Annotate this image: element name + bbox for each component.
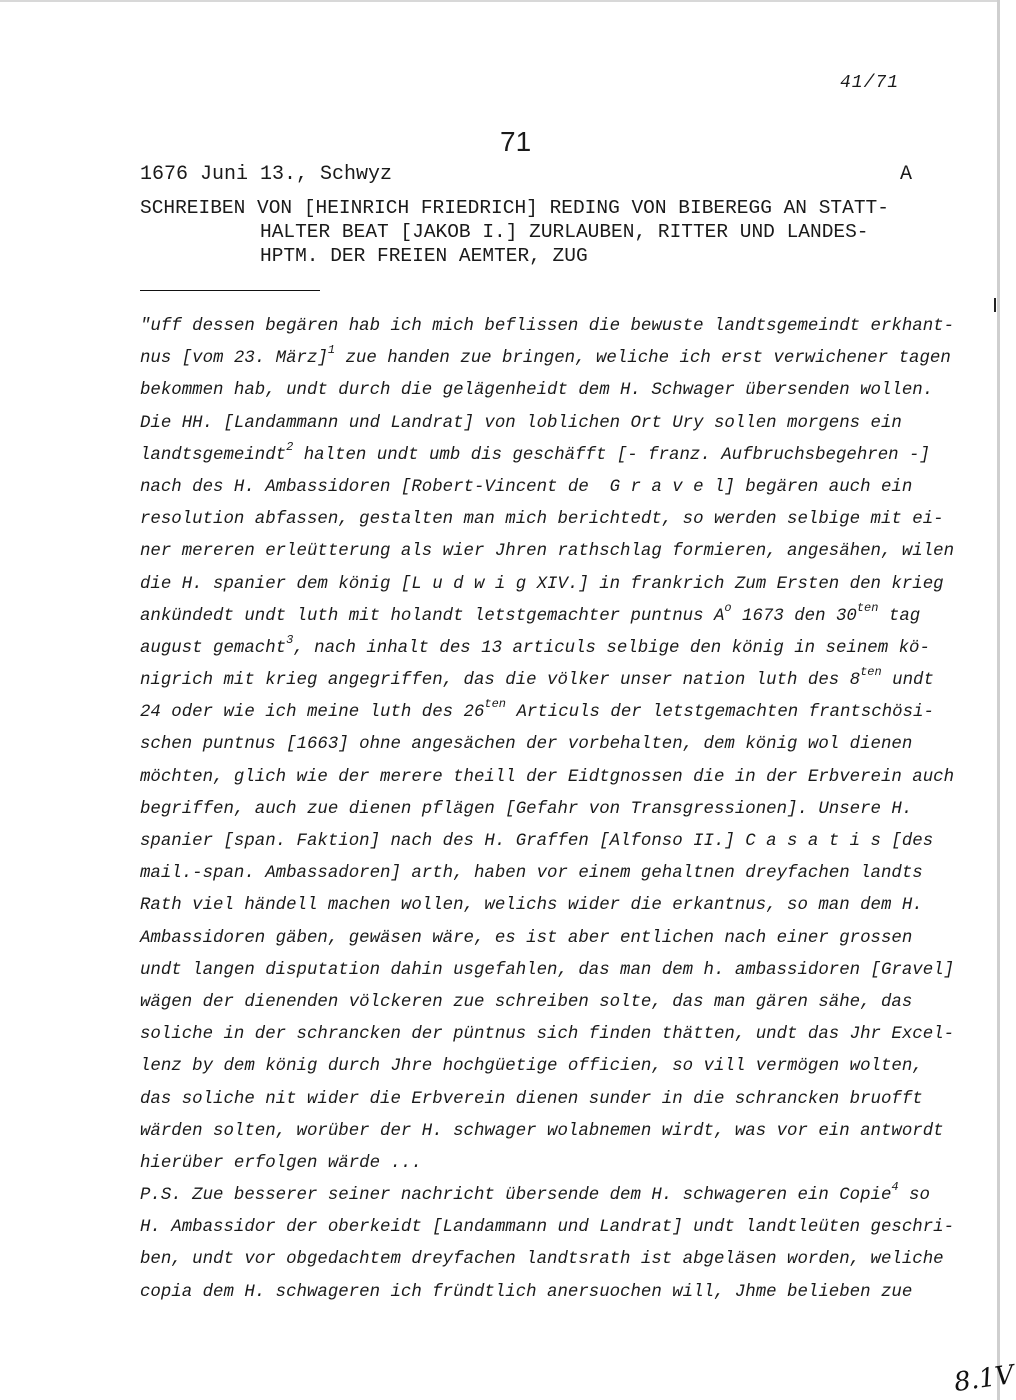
text-line (140, 1084, 930, 1116)
text-segment: undt (881, 671, 934, 691)
text-segment: hierüber erfolgen wärde ... (140, 1153, 422, 1173)
text-segment: nach des H. Ambassidoren [Robert-Vincent de G r a v e l] begären auch ein (140, 477, 913, 497)
text-line (140, 1180, 930, 1212)
text-segment: august gemacht (140, 638, 287, 658)
text-line (140, 665, 934, 697)
text-segment: tag (878, 606, 921, 626)
text-segment: 24 oder wie ich meine luth des 26 (140, 703, 485, 723)
text-segment: zue handen zue bringen, weliche ich erst verwichener tagen (335, 349, 951, 369)
page-top-edge (0, 0, 1000, 2)
page-right-edge (997, 0, 1000, 1400)
document-code: A (900, 163, 913, 186)
footnote-marker: 4 (891, 1180, 899, 1195)
text-segment: wärden solten, worüber der H. schwager wolabnemen wirdt, was vor ein antwordt (140, 1121, 944, 1141)
text-line (140, 923, 930, 955)
text-line (140, 729, 930, 761)
text-segment: ner mereren erleütterung als wier Jhren rathschlag formieren, angesähen, wilen (140, 542, 955, 562)
text-line (140, 955, 955, 987)
text-line (140, 472, 930, 504)
margin-tick (994, 298, 996, 312)
text-line (140, 569, 944, 601)
text-line (140, 343, 951, 375)
text-line (140, 826, 934, 858)
heading-line: HALTER BEAT [JAKOB I.] ZURLAUBEN, RITTER UND LANDES- (260, 221, 869, 243)
text-segment: Rath viel händell machen wollen, welichs wider die erkantnus, so man dem H. (140, 896, 923, 916)
text-segment: , nach inhalt des 13 articuls selbige den könig in seinem kö- (293, 638, 930, 658)
document-number: 71 (500, 126, 532, 157)
text-line (140, 504, 944, 536)
text-segment: schen puntnus [1663] ohne angesächen der vorbehalten, dem könig wol dienen (140, 735, 913, 755)
text-segment: Die HH. [Landammann und Landrat] von loblichen Ort Ury sollen morgens ein (140, 413, 902, 433)
footnote-marker: ten (856, 600, 879, 615)
separator-rule (140, 290, 320, 291)
footnote-marker: 2 (286, 439, 294, 454)
text-segment: die H. spanier dem könig [L u d w i g XIV.] in frankrich Zum Ersten den krieg (140, 574, 944, 594)
text-segment: 1673 den 30 (731, 606, 857, 626)
text-segment: mail.-span. Ambassadoren] arth, haben vor einem gehaltnen dreyfachen landts (140, 864, 923, 884)
text-line (140, 1019, 955, 1051)
text-line (140, 987, 930, 1019)
text-line (140, 408, 930, 440)
heading-line: HPTM. DER FREIEN AEMTER, ZUG (260, 245, 588, 267)
text-segment: möchten, glich wie der merere theill der Eidtgnossen die in der Erbverein auch (140, 767, 955, 787)
text-segment: H. Ambassidor der oberkeidt [Landammann und Landrat] undt landtleüten geschri- (140, 1218, 955, 1238)
text-segment: P.S. Zue besserer seiner nachricht übersende dem H. schwageren ein Copie (140, 1186, 892, 1206)
text-segment: halten undt umb dis geschäfft [- franz. Aufbruchsbegehren -] (293, 445, 930, 465)
text-segment: spanier [span. Faktion] nach des H. Graffen [Alfonso II.] C a s a t i s [des (140, 832, 934, 851)
text-line (140, 311, 955, 343)
text-segment: ankündedt undt luth mit holandt letstgemachter puntnus A (140, 606, 725, 626)
text-segment: undt langen disputation dahin usgefahlen, das man dem h. ambassidoren [Gravel] (140, 960, 955, 980)
footnote-marker: 3 (286, 632, 294, 647)
text-line (140, 858, 930, 890)
text-line (140, 633, 930, 665)
footnote-marker: ten (860, 665, 882, 680)
text-segment: landtsgemeindt (140, 445, 287, 465)
text-segment: wägen der dienenden völckeren zue schreiben solte, das man gären sähe, das (140, 992, 913, 1012)
text-segment: nigrich mit krieg angegriffen, das die völker unser nation luth des 8 (140, 671, 861, 691)
text-segment: resolution abfassen, gestalten man mich berichtedt, so werden selbige mit ei- (140, 510, 944, 530)
text-segment: Articuls der letstgemachten frantschösi- (506, 703, 934, 723)
text-segment: bekommen hab, undt durch die gelägenheidt dem H. Schwager übersenden wollen. (140, 381, 934, 401)
text-line (140, 1051, 930, 1083)
text-line (140, 375, 934, 407)
letter-body (140, 311, 955, 1309)
text-line (140, 1277, 930, 1309)
document-heading (140, 196, 889, 268)
text-segment: Ambassidoren gäben, gewäsen wäre, es ist aber entlichen nach einer grossen (140, 928, 913, 948)
text-segment: begriffen, auch zue dienen pflägen [Gefahr von Transgressionen]. Unsere H. (140, 799, 913, 819)
text-segment: ben, undt vor obgedachtem dreyfachen landtsrath ist abgeläsen worden, weliche (140, 1250, 944, 1270)
text-line (140, 794, 930, 826)
text-line (140, 601, 930, 633)
text-line (140, 1212, 955, 1244)
text-line (140, 762, 955, 794)
handwritten-signature: 8.1V (952, 1359, 1016, 1399)
text-line (140, 697, 934, 729)
text-line (140, 440, 930, 472)
text-segment: lenz by dem könig durch Jhre hochgüetige officien, so vill vermögen wolten, (140, 1057, 923, 1077)
text-line (140, 1244, 944, 1276)
text-line (140, 1148, 930, 1180)
text-segment: nus [vom 23. März] (140, 349, 328, 369)
page-reference: 41/71 (840, 73, 900, 93)
footnote-marker: 1 (327, 343, 336, 358)
text-line (140, 890, 930, 922)
footnote-marker: o (724, 600, 732, 615)
text-line (140, 1116, 944, 1148)
footnote-marker: ten (484, 697, 507, 712)
text-segment: so (898, 1186, 930, 1206)
text-segment: "uff dessen begären hab ich mich beflissen die bewuste landtsgemeindt erkhant- (140, 317, 955, 336)
date-place-line: 1676 Juni 13., Schwyz (140, 163, 393, 186)
heading-line: SCHREIBEN VON [HEINRICH FRIEDRICH] REDING VON BIBEREGG AN STATT- (140, 197, 889, 219)
text-segment: das soliche nit wider die Erbverein dienen sunder in die schrancken bruofft (140, 1089, 923, 1109)
text-segment: copia dem H. schwageren ich fründtlich anersuochen will, Jhme belieben zue (140, 1282, 913, 1302)
text-line (140, 536, 955, 568)
text-segment: soliche in der schrancken der püntnus sich finden thätten, undt das Jhr Excel- (140, 1025, 955, 1045)
